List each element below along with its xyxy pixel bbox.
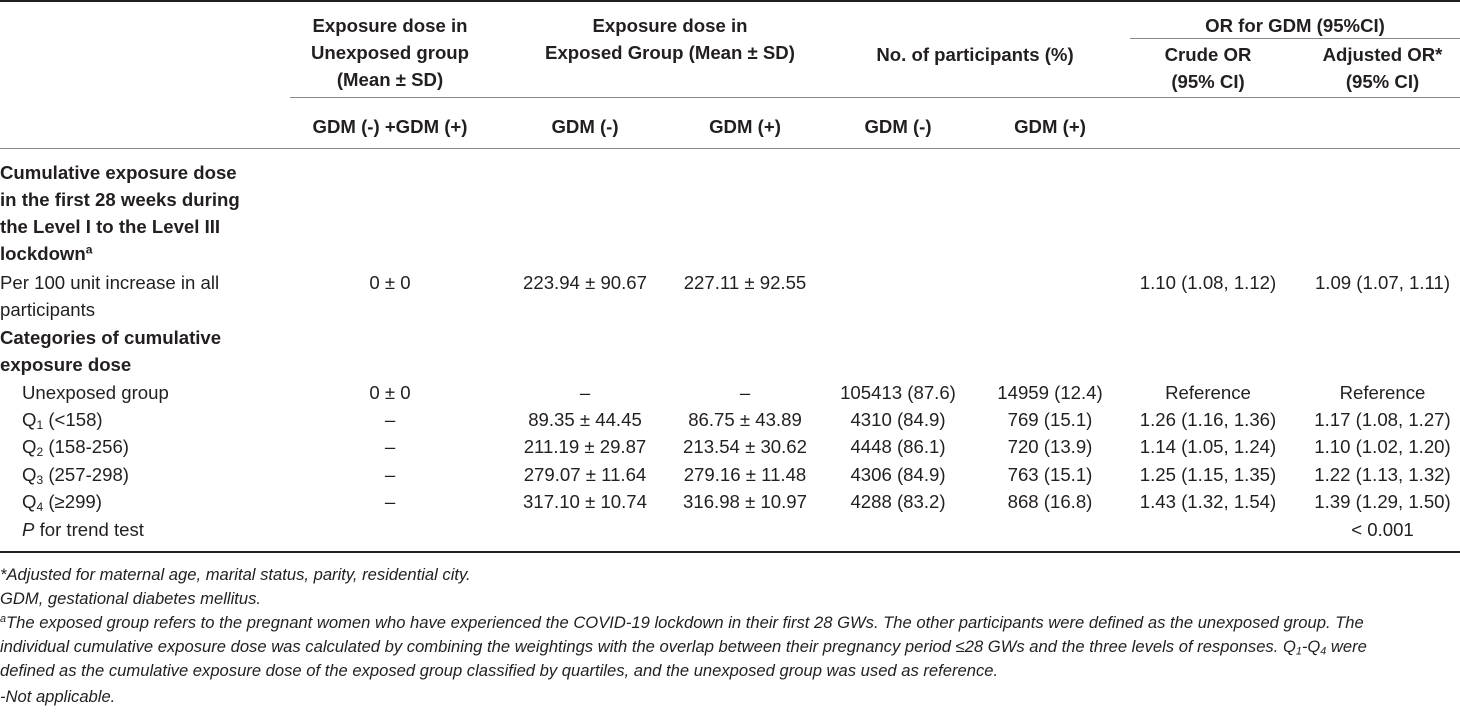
category-row-part-pos: 868 (16.8): [1007, 491, 1093, 512]
category-row-part-neg: 4288 (83.2): [850, 491, 946, 512]
category-row-unexposed: 0 ± 0: [369, 382, 411, 403]
category-row-crude: Reference: [1165, 382, 1251, 403]
category-row-part-pos: 763 (15.1): [1007, 464, 1093, 485]
category-row-exp-neg: 89.35 ± 44.45: [528, 409, 642, 430]
category-row-exp-pos: 86.75 ± 43.89: [688, 409, 802, 430]
header-participants: No. of participants (%): [876, 44, 1074, 65]
category-row-unexposed: –: [384, 491, 396, 512]
category-row-adjusted: 1.10 (1.02, 1.20): [1314, 436, 1451, 457]
footnote-a-line1: $^a$The exposed group refers to the pregnant women who have experienced the COVID-19 lockdown in their first 28 GWs. The other participants were defined as the unexposed group. The: [0, 613, 1364, 632]
section1-title: Cumulative exposure dose in the first 28 weeks during the Level I to the Level III lockdown$^a$: [0, 162, 240, 264]
row-per-100-exp-neg: 223.94 ± 90.67: [523, 272, 647, 293]
category-row-label: $Q_2$ (158-256): [22, 436, 129, 460]
section2-title: Categories of cumulative exposure dose: [0, 327, 222, 375]
header-rule: [0, 148, 1460, 149]
row-per-100-crude: 1.10 (1.08, 1.12): [1139, 272, 1277, 293]
category-row-part-pos: 769 (15.1): [1007, 409, 1093, 430]
header-or: OR for GDM (95%CI): [1205, 15, 1385, 36]
category-row-unexposed: –: [384, 436, 396, 457]
trend-adjusted: < 0.001: [1351, 519, 1414, 540]
header-crude: Crude OR (95% CI): [1164, 44, 1252, 92]
category-row-exp-pos: 316.98 ± 10.97: [683, 491, 807, 512]
category-row-part-pos: 720 (13.9): [1007, 436, 1093, 457]
footnote-not-applicable: -Not applicable.: [0, 687, 116, 706]
category-row-unexposed: –: [384, 464, 396, 485]
category-row-part-pos: 14959 (12.4): [997, 382, 1103, 403]
footnote-a-line3: defined as the cumulative exposure dose of the exposed group classified by quartiles, and the unexposed group was used as reference.: [0, 661, 999, 680]
row-per-100-adjusted: 1.09 (1.07, 1.11): [1314, 272, 1451, 293]
category-row-exp-pos: 279.16 ± 11.48: [683, 464, 807, 485]
category-row-adjusted: Reference: [1339, 382, 1426, 403]
sub-exposed-neg: GDM (-): [551, 116, 619, 137]
category-row-label: $Q_3$ (257-298): [22, 464, 129, 488]
category-row-part-neg: 4310 (84.9): [850, 409, 946, 430]
category-row-unexposed: –: [384, 409, 396, 430]
header-adjusted: Adjusted OR* (95% CI): [1322, 44, 1443, 92]
category-row-part-neg: 4306 (84.9): [850, 464, 946, 485]
footnote-gdm: GDM, gestational diabetes mellitus.: [0, 589, 262, 608]
category-row-adjusted: 1.39 (1.29, 1.50): [1314, 491, 1451, 512]
category-row-exp-neg: 279.07 ± 11.64: [523, 464, 647, 485]
category-row-exp-neg: –: [579, 382, 591, 403]
category-row-exp-neg: 317.10 ± 10.74: [523, 491, 647, 512]
sub-unexposed: GDM (-) +GDM (+): [312, 116, 468, 137]
category-row-crude: 1.25 (1.15, 1.35): [1139, 464, 1277, 485]
row-per-100-unexposed: 0 ± 0: [369, 272, 411, 293]
sub-exposed-pos: GDM (+): [709, 116, 781, 137]
category-row-label: $Q_1$ (<158): [22, 409, 103, 433]
row-per-100-exp-pos: 227.11 ± 92.55: [683, 272, 807, 293]
category-row-part-neg: 105413 (87.6): [840, 382, 956, 403]
top-rule: [0, 0, 1460, 2]
header-exposed: Exposure dose in Exposed Group (Mean ± SD): [545, 15, 795, 63]
category-row-crude: 1.43 (1.32, 1.54): [1139, 491, 1277, 512]
category-row-adjusted: 1.17 (1.08, 1.27): [1314, 409, 1451, 430]
sub-participants-neg: GDM (-): [864, 116, 932, 137]
bottom-rule: [0, 551, 1460, 553]
header-unexposed: Exposure dose in Unexposed group (Mean ± SD): [310, 15, 470, 90]
category-row-crude: 1.14 (1.05, 1.24): [1139, 436, 1277, 457]
trend-label: P for trend test: [22, 519, 144, 540]
footnote-a-line2: individual cumulative exposure dose was calculated by combining the weightings with the overlap between their pregnancy period ≤28 GWs and the three levels of responses. $Q_1-Q_4$ were: [0, 637, 1367, 658]
row-per-100-label: Per 100 unit increase in all participants: [0, 272, 220, 320]
sub-participants-pos: GDM (+): [1014, 116, 1086, 137]
category-row-adjusted: 1.22 (1.13, 1.32): [1314, 464, 1451, 485]
category-row-label: $Q_4$ (≥299): [22, 491, 102, 515]
category-row-exp-neg: 211.19 ± 29.87: [523, 436, 647, 457]
header-sub-rule: [290, 97, 1460, 98]
category-row-exp-pos: –: [739, 382, 751, 403]
category-row-label: Unexposed group: [22, 382, 169, 403]
category-row-part-neg: 4448 (86.1): [850, 436, 946, 457]
category-row-exp-pos: 213.54 ± 30.62: [683, 436, 807, 457]
footnote-adjusted: *Adjusted for maternal age, marital status, parity, residential city.: [0, 565, 471, 584]
category-row-crude: 1.26 (1.16, 1.36): [1139, 409, 1277, 430]
